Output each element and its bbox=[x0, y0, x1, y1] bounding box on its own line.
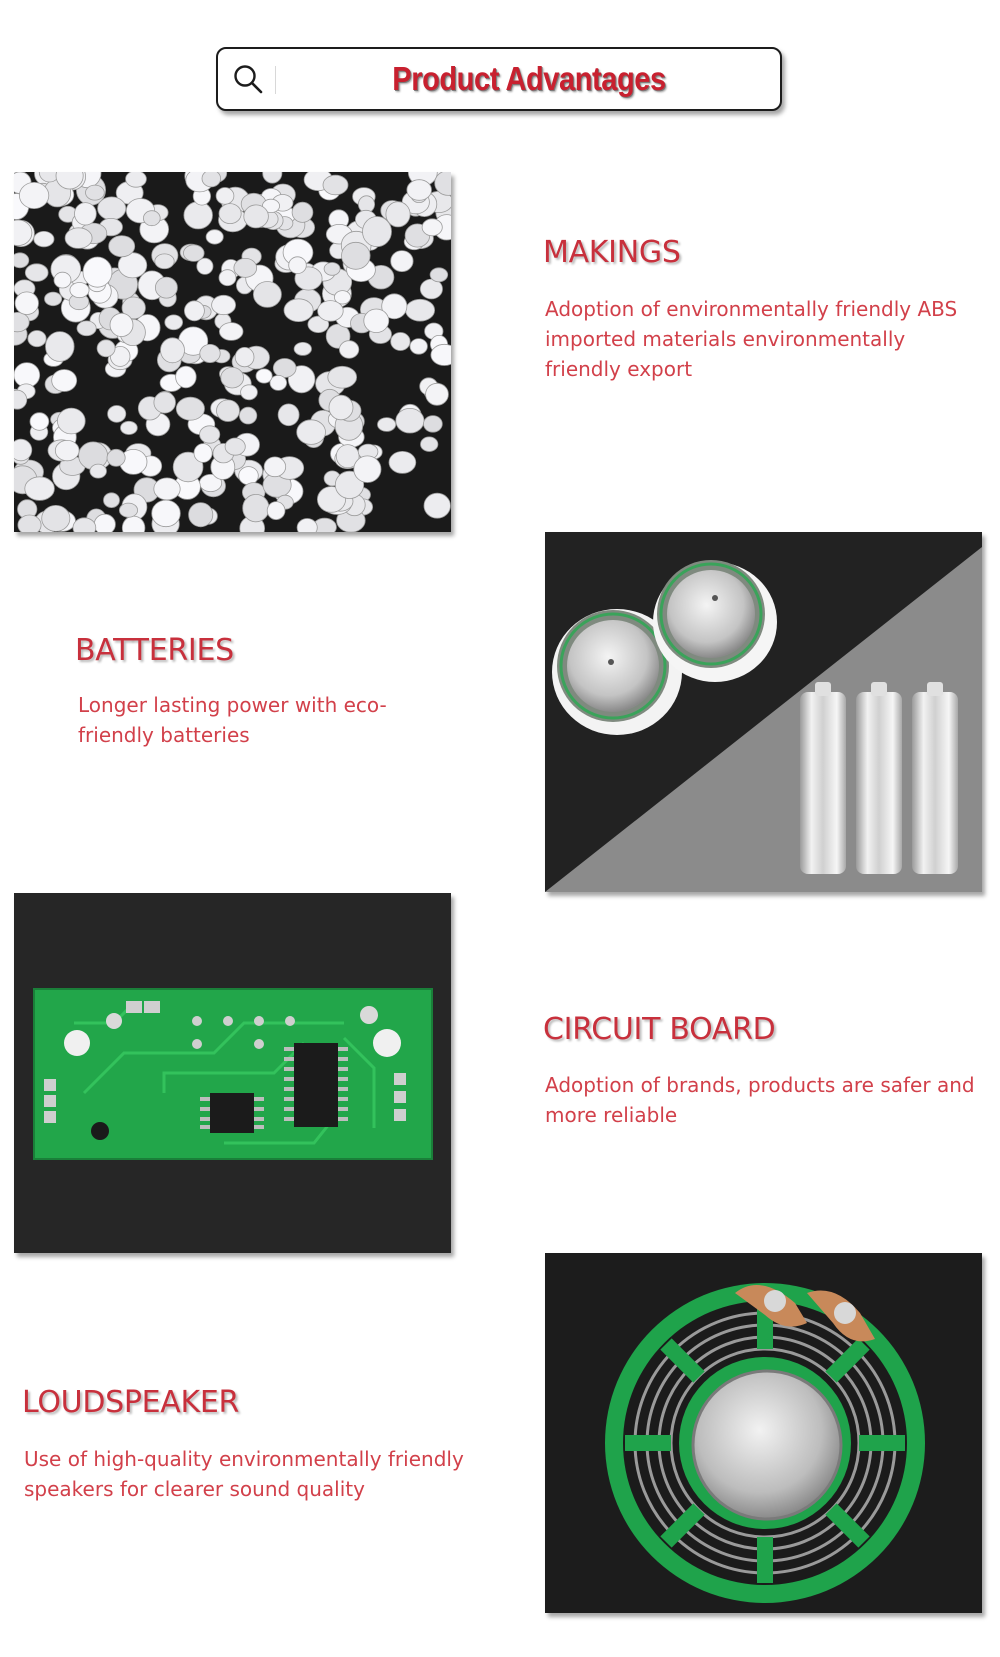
pellet bbox=[363, 217, 392, 247]
pellet bbox=[189, 503, 213, 527]
pellet bbox=[65, 228, 92, 249]
pellet bbox=[292, 202, 313, 222]
pellet bbox=[426, 383, 449, 405]
pellet bbox=[126, 172, 147, 187]
pellet bbox=[267, 502, 285, 520]
pellet bbox=[278, 404, 299, 426]
pellet bbox=[197, 258, 213, 274]
pellet bbox=[206, 230, 223, 244]
pellet bbox=[324, 263, 340, 276]
pellet bbox=[424, 416, 443, 433]
pellet bbox=[94, 514, 115, 532]
pellet bbox=[194, 444, 212, 463]
pellet bbox=[234, 258, 257, 277]
pellet bbox=[155, 277, 177, 298]
pellet bbox=[14, 253, 29, 268]
feature-description-circuit-board: Adoption of brands, products are safer and more reliable bbox=[545, 1073, 975, 1127]
pellet bbox=[243, 494, 269, 521]
pellet bbox=[342, 242, 371, 269]
pellet bbox=[318, 301, 344, 322]
pellet bbox=[256, 369, 272, 383]
pellet bbox=[424, 493, 450, 518]
pellet bbox=[407, 180, 432, 201]
pellet bbox=[200, 344, 220, 362]
page-title: Product Advantages bbox=[392, 60, 666, 97]
pellet bbox=[143, 211, 160, 226]
pellet bbox=[219, 270, 236, 286]
pellet bbox=[396, 408, 424, 433]
pellet bbox=[97, 340, 115, 357]
pellet bbox=[422, 219, 442, 236]
feature-title-loudspeaker: LOUDSPEAKER bbox=[22, 1385, 240, 1420]
pellet bbox=[75, 203, 97, 225]
pellet bbox=[410, 339, 427, 355]
pellet bbox=[86, 185, 105, 200]
pellet bbox=[221, 367, 244, 388]
pellet bbox=[155, 254, 174, 269]
pellet bbox=[239, 407, 256, 424]
pellet bbox=[354, 456, 381, 483]
feature-title-makings: MAKINGS bbox=[543, 235, 681, 270]
pellet bbox=[289, 257, 307, 274]
pellet bbox=[284, 299, 313, 322]
feature-description-makings: Adoption of environmentally friendly ABS imported materials environmentally friendly export bbox=[545, 297, 958, 381]
pellet bbox=[329, 395, 353, 420]
pellet bbox=[121, 421, 138, 434]
pellet bbox=[406, 299, 435, 321]
pellet bbox=[391, 251, 413, 272]
pellet bbox=[46, 332, 75, 362]
pellet bbox=[378, 418, 396, 432]
pellet bbox=[219, 204, 241, 224]
pellet bbox=[176, 397, 204, 420]
search-icon bbox=[232, 63, 264, 95]
pellet bbox=[244, 205, 269, 228]
pellet bbox=[18, 515, 41, 532]
product-advantages-header bbox=[216, 47, 782, 111]
feature-description-loudspeaker: Use of high-quality environmentally friendly speakers for clearer sound quality bbox=[24, 1447, 464, 1501]
pellet bbox=[57, 408, 85, 434]
pellet bbox=[297, 519, 317, 533]
pellet bbox=[235, 347, 254, 366]
pellet bbox=[25, 264, 48, 282]
pellet bbox=[176, 366, 197, 388]
pellet bbox=[212, 295, 236, 314]
pellet bbox=[42, 505, 70, 531]
pellet bbox=[45, 292, 62, 306]
pellet bbox=[54, 272, 71, 288]
pellet bbox=[216, 188, 234, 205]
pellet bbox=[263, 172, 282, 183]
pellet bbox=[364, 309, 389, 333]
pellet bbox=[110, 313, 133, 336]
pellet bbox=[239, 467, 259, 485]
pellet bbox=[104, 493, 120, 508]
pellet bbox=[253, 282, 281, 308]
pellet bbox=[386, 202, 410, 227]
plastic-pellets-photo bbox=[14, 172, 451, 532]
pellet bbox=[108, 406, 126, 423]
pellet bbox=[52, 370, 77, 392]
pellet bbox=[154, 478, 180, 500]
pellet bbox=[25, 477, 55, 501]
pellet bbox=[77, 321, 96, 336]
pellet bbox=[294, 342, 311, 355]
pellet bbox=[30, 413, 49, 431]
pellet bbox=[28, 331, 46, 347]
pellet bbox=[297, 420, 326, 445]
pellet bbox=[391, 333, 410, 351]
pellet bbox=[184, 301, 204, 321]
pellet bbox=[225, 438, 245, 455]
pellet bbox=[219, 323, 243, 341]
pellet bbox=[154, 392, 176, 413]
circuit-board-photo bbox=[14, 893, 451, 1253]
pellet bbox=[19, 182, 48, 208]
pellet bbox=[389, 451, 416, 473]
pellet bbox=[70, 283, 89, 298]
feature-title-batteries: BATTERIES bbox=[75, 633, 234, 668]
batteries-photo bbox=[545, 532, 982, 892]
pellet bbox=[270, 375, 287, 390]
pellet bbox=[161, 338, 185, 363]
pellet bbox=[184, 202, 213, 229]
pellet bbox=[200, 426, 220, 443]
pellet bbox=[14, 439, 32, 461]
pellet bbox=[119, 503, 137, 517]
pellet bbox=[165, 315, 183, 330]
pellet bbox=[122, 516, 145, 532]
feature-title-circuit-board: CIRCUIT BOARD bbox=[543, 1012, 776, 1047]
pellet bbox=[152, 500, 181, 527]
pellet bbox=[421, 437, 438, 452]
feature-description-batteries: Longer lasting power with eco-friendly batteries bbox=[78, 693, 387, 747]
pellet bbox=[430, 268, 448, 282]
pellet bbox=[15, 292, 38, 315]
pellet bbox=[34, 231, 54, 246]
pellet bbox=[90, 464, 107, 478]
pellet bbox=[323, 175, 348, 195]
pellet bbox=[83, 257, 112, 287]
pellet bbox=[241, 385, 258, 400]
pellet bbox=[202, 172, 221, 187]
pellet bbox=[109, 236, 135, 257]
pellet bbox=[55, 440, 79, 460]
pellet bbox=[264, 457, 286, 477]
pellet bbox=[273, 359, 296, 378]
loudspeaker-photo bbox=[545, 1253, 982, 1613]
pellet bbox=[217, 400, 240, 422]
pellet bbox=[339, 341, 358, 359]
header-divider bbox=[275, 66, 276, 94]
pellet bbox=[184, 245, 205, 262]
pellet bbox=[98, 197, 126, 220]
pellet bbox=[107, 449, 125, 466]
pellet bbox=[328, 366, 357, 388]
